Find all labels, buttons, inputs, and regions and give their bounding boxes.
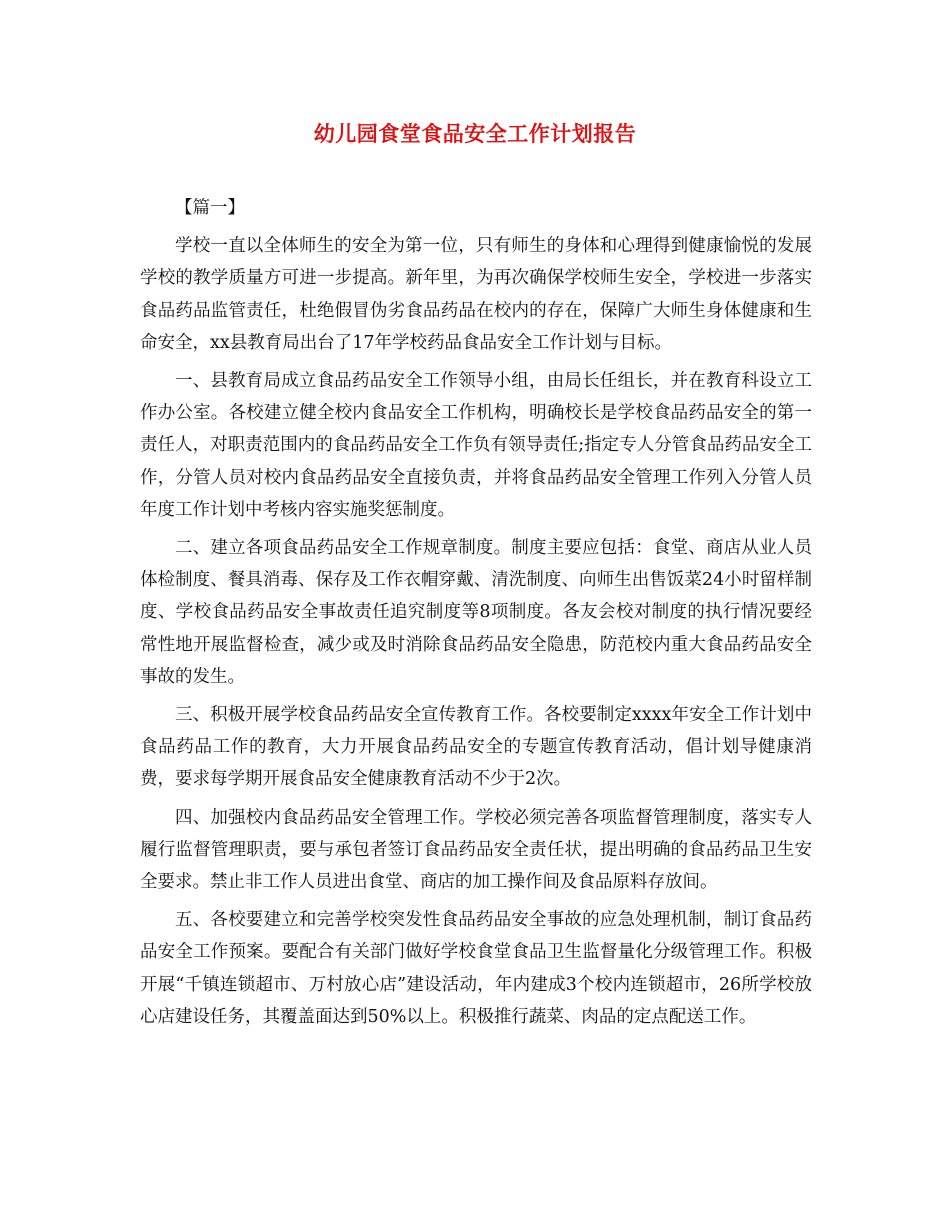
- paragraph-4: 四、加强校内食品药品安全管理工作。学校必须完善各项监督管理制度，落实专人履行监督管理职责，要与承包者签订食品药品安全责任状，提出明确的食品药品卫生安全要求。禁止非工作人员进出食堂、商店的加工操作间及食品原料存放间。: [140, 807, 812, 893]
- paragraph-intro: 学校一直以全体师生的安全为第一位，只有师生的身体和心理得到健康愉悦的发展学校的教学质量方可进一步提高。新年里，为再次确保学校师生安全，学校进一步落实食品药品监管责任，杜绝假冒伪劣食品药品在校内的存在，保障广大师生身体健康和生命安全，xx县教育局出台了17年学校药品食品安全工作计划与目标。: [140, 236, 812, 353]
- section-label: 【篇一】: [175, 198, 245, 218]
- document-title: 幼儿园食堂食品安全工作计划报告: [313, 122, 637, 146]
- paragraph-5: 五、各校要建立和完善学校突发性食品药品安全事故的应急处理机制，制订食品药品安全工作预案。要配合有关部门做好学校食堂食品卫生监督量化分级管理工作。积极开展“千镇连锁超市、万村放心店”建设活动，年内建成3个校内连锁超市，26所学校放心店建设任务，其覆盖面达到50%以上。积极推行蔬菜、肉品的定点配送工作。: [140, 910, 812, 1027]
- paragraph-3: 三、积极开展学校食品药品安全宣传教育工作。各校要制定xxxx年安全工作计划中食品药品工作的教育，大力开展食品药品安全的专题宣传教育活动，倡计划导健康消费，要求每学期开展食品安全健康教育活动不少于2次。: [140, 705, 812, 790]
- paragraph-2: 二、建立各项食品药品安全工作规章制度。制度主要应包括：食堂、商店从业人员体检制度、餐具消毒、保存及工作衣帽穿戴、清洗制度、向师生出售饭菜24小时留样制度、学校食品药品安全事故责任追究制度等8项制度。各友会校对制度的执行情况要经常性地开展监督检查，减少或及时消除食品药品安全隐患，防范校内重大食品药品安全事故的发生。: [140, 538, 812, 687]
- paragraph-1: 一、县教育局成立食品药品安全工作领导小组，由局长任组长，并在教育科设立工作办公室。各校建立健全校内食品安全工作机构，明确校长是学校食品药品安全的第一责任人，对职责范围内的食品药品安全工作负有领导责任;指定专人分管食品药品安全工作，分管人员对校内食品药品安全直接负责，并将食品药品安全管理工作列入分管人员年度工作计划中考核内容实施奖惩制度。: [140, 371, 812, 520]
- document-body: [140, 192, 812, 1039]
